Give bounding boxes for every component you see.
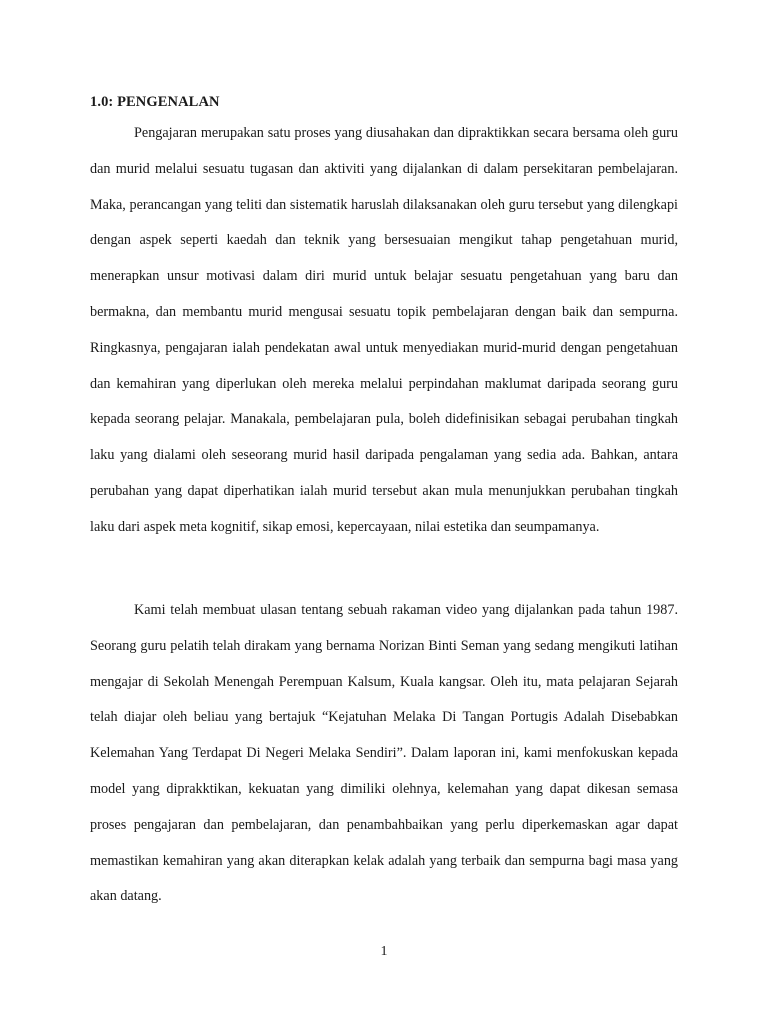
page-number: 1	[380, 944, 388, 959]
paragraph-introduction: Pengajaran merupakan satu proses yang diusahakan dan dipraktikkan secara bersama oleh guru dan murid melalui sesuatu tugasan dan aktiviti yang dijalankan di dalam persekitaran pembelajaran. Maka, perancangan yang teliti dan sistematik haruslah dilaksanakan oleh guru tersebut yang dilengkapi dengan aspek seperti kaedah dan teknik yang bersesuaian mengikut tahap pengetahuan murid, menerapkan unsur motivasi dalam diri murid untuk belajar sesuatu pengetahuan yang baru dan bermakna, dan membantu murid mengusai sesuatu topik pembelajaran dengan baik dan sempurna. Ringkasnya, pengajaran ialah pendekatan awal untuk menyediakan murid-murid dengan pengetahuan dan kemahiran yang diperlukan oleh mereka melalui perpindahan maklumat daripada seorang guru kepada seorang pelajar. Manakala, pembelajaran pula, boleh didefinisikan sebagai perubahan tingkah laku yang dialami oleh seseorang murid hasil daripada pengalaman yang sedia ada. Bahkan, antara perubahan yang dapat diperhatikan ialah murid tersebut akan mula menunjukkan perubahan tingkah laku dari aspek meta kognitif, sikap emosi, kepercayaan, nilai estetika dan seumpamanya.	[90, 125, 678, 535]
paragraph-video-review: Kami telah membuat ulasan tentang sebuah rakaman video yang dijalankan pada tahun 1987. Seorang guru pelatih telah dirakam yang bernama Norizan Binti Seman yang sedang mengikuti latihan mengajar di Sekolah Menengah Perempuan Kalsum, Kuala kangsar. Oleh itu, mata pelajaran Sejarah telah diajar oleh beliau yang bertajuk “Kejatuhan Melaka Di Tangan Portugis Adalah Disebabkan Kelemahan Yang Terdapat Di Negeri Melaka Sendiri”. Dalam laporan ini, kami menfokuskan kepada model yang diprakktikan, kekuatan yang dimiliki olehnya, kelemahan yang dapat dikesan semasa proses pengajaran dan pembelajaran, dan penambahbaikan yang perlu diperkemaskan agar dapat memastikan kemahiran yang akan diterapkan kelak adalah yang terbaik dan sempurna bagi masa yang akan datang.	[90, 602, 678, 905]
section-heading: 1.0: PENGENALAN	[90, 94, 220, 110]
